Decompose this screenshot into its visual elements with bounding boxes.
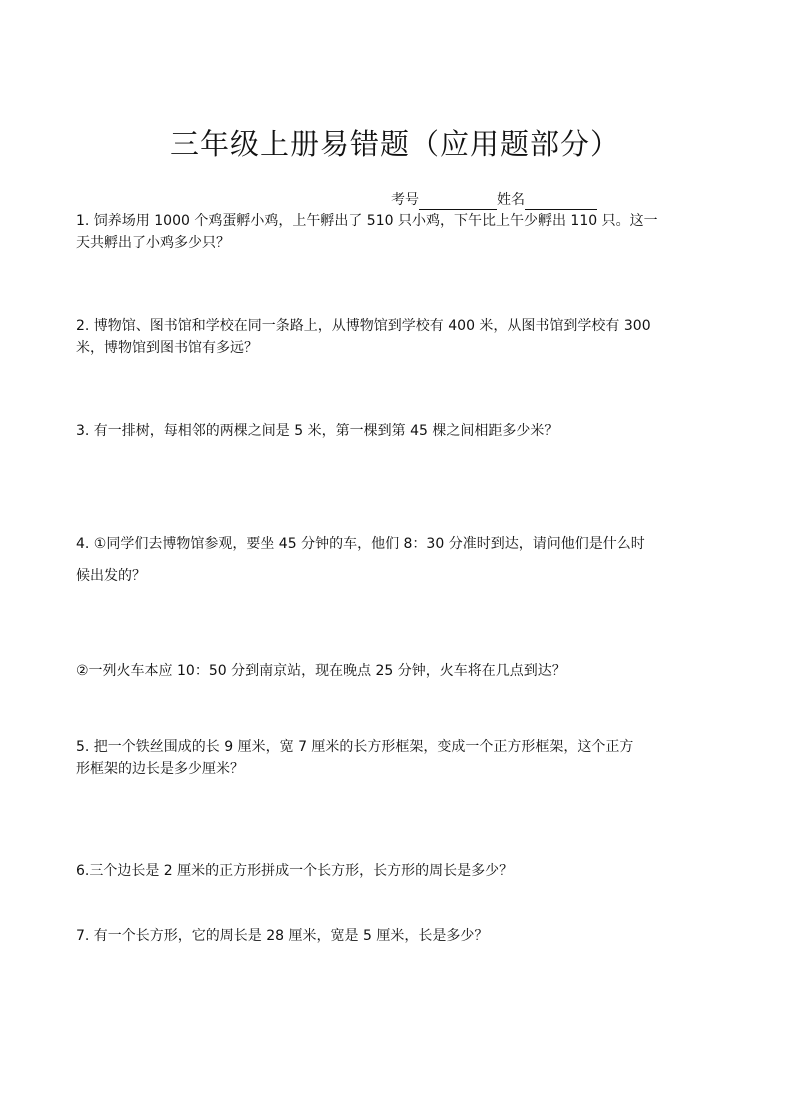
name-blank[interactable] bbox=[525, 193, 597, 210]
name-label: 姓名 bbox=[497, 192, 525, 208]
question-line: 7. 有一个长方形，它的周长是 28 厘米，宽是 5 厘米，长是多少？ bbox=[76, 928, 489, 944]
question-3 bbox=[76, 420, 721, 442]
question-line: 6.三个边长是 2 厘米的正方形拼成一个长方形，长方形的周长是多少？ bbox=[76, 863, 514, 879]
question-line: 米，博物馆到图书馆有多远？ bbox=[76, 340, 258, 356]
question-line: 5. 把一个铁丝围成的长 9 厘米，宽 7 厘米的长方形框架，变成一个正方形框架，这个正方 bbox=[76, 739, 634, 755]
question-7 bbox=[76, 925, 721, 947]
question-5 bbox=[76, 736, 721, 780]
question-2 bbox=[76, 315, 721, 359]
question-line: 2. 博物馆、图书馆和学校在同一条路上，从博物馆到学校有 400 米，从图书馆到学校有 300 bbox=[76, 318, 651, 334]
question-1 bbox=[76, 210, 721, 254]
question-4-part-2 bbox=[76, 660, 721, 682]
question-6 bbox=[76, 860, 721, 882]
question-line: ②一列火车本应 10：50 分到南京站，现在晚点 25 分钟，火车将在几点到达？ bbox=[76, 663, 566, 679]
question-line: 天共孵出了小鸡多少只？ bbox=[76, 235, 230, 251]
question-line: 1. 饲养场用 1000 个鸡蛋孵小鸡，上午孵出了 510 只小鸡，下午比上午少孵出 110 只。这一 bbox=[76, 213, 658, 229]
exam-number-label: 考号 bbox=[391, 192, 419, 208]
question-line: 4. ①同学们去博物馆参观，要坐 45 分钟的车，他们 8：30 分准时到达，请问他们是什么时 bbox=[76, 536, 645, 552]
question-line: 3. 有一排树，每相邻的两棵之间是 5 米，第一棵到第 45 棵之间相距多少米？ bbox=[76, 423, 559, 439]
page-title: 三年级上册易错题（应用题部分） bbox=[169, 127, 620, 161]
question-line: 候出发的？ bbox=[76, 568, 146, 584]
question-line: 形框架的边长是多少厘米？ bbox=[76, 761, 244, 777]
student-info bbox=[391, 190, 597, 210]
exam-number-blank[interactable] bbox=[419, 193, 497, 210]
question-4-part-1 bbox=[76, 528, 721, 592]
